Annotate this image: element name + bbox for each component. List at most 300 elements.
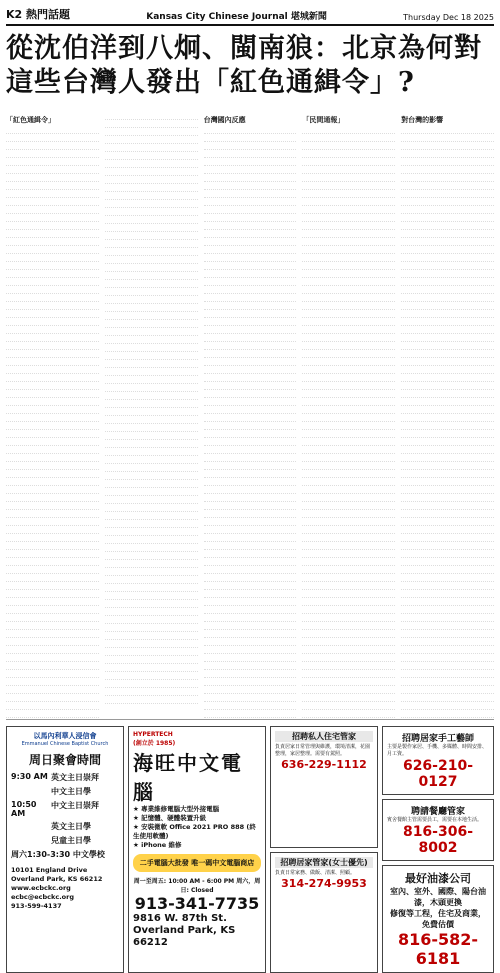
subhead-3: 「民間通報」 [302, 116, 395, 124]
text-lines [105, 112, 198, 704]
restaurant-job-ad: 聘請餐廳管家 賓舍餐館主管需要員工，需要在本地生活。 816-306-8002 [382, 799, 494, 861]
text-line [105, 504, 198, 512]
text-line [105, 680, 198, 688]
text-line [302, 550, 395, 558]
text-line [6, 398, 99, 406]
text-line [105, 200, 198, 208]
service-list: ★ 專業維修電腦大型外接電腦 ★ 記憶體、硬體裝置升級 ★ 安裝微軟 Office 2021 PRO 888 (終生使用軟體) ★ iPhone 維修 [133, 805, 261, 850]
text-line [6, 182, 99, 190]
text-line [204, 566, 297, 574]
text-line [105, 520, 198, 528]
text-line [105, 640, 198, 648]
text-line [204, 582, 297, 590]
text-line [105, 600, 198, 608]
text-line [6, 598, 99, 606]
article-column-3 [204, 112, 297, 719]
text-line [204, 590, 297, 598]
text-line [401, 598, 494, 606]
text-lines [204, 126, 297, 718]
text-line [302, 318, 395, 326]
text-line [6, 126, 99, 134]
text-line [6, 622, 99, 630]
text-line [302, 270, 395, 278]
text-line [302, 342, 395, 350]
text-line [105, 672, 198, 680]
text-line [6, 414, 99, 422]
article-body [6, 112, 494, 720]
text-line [204, 526, 297, 534]
text-line [105, 224, 198, 232]
text-line [105, 272, 198, 280]
text-line [204, 662, 297, 670]
text-line [302, 462, 395, 470]
text-line [105, 264, 198, 272]
helper-ad: 招聘居家手工藝師 主要是製作家居、手機、多媒體、時間安排、月工資。 626-210-0127 [382, 726, 494, 795]
text-line [6, 374, 99, 382]
text-line [302, 622, 395, 630]
text-line [302, 126, 395, 134]
text-line [6, 158, 99, 166]
article-column-1 [6, 112, 99, 719]
text-line [6, 190, 99, 198]
text-line [401, 182, 494, 190]
text-line [401, 710, 494, 718]
nanny-ad: 招聘居家管家(女士優先) 負責日常家務、做飯、清潔、照顧。 314-274-9953 [270, 852, 378, 973]
text-line [6, 446, 99, 454]
text-line [204, 702, 297, 710]
text-line [204, 574, 297, 582]
text-line [204, 342, 297, 350]
text-line [105, 216, 198, 224]
text-line [204, 462, 297, 470]
text-line [105, 152, 198, 160]
text-line [302, 510, 395, 518]
text-line [401, 142, 494, 150]
text-line [204, 318, 297, 326]
text-line [401, 398, 494, 406]
text-line [302, 366, 395, 374]
text-line [204, 430, 297, 438]
text-line [6, 702, 99, 710]
text-line [204, 598, 297, 606]
text-line [105, 464, 198, 472]
text-line [105, 552, 198, 560]
text-line [6, 278, 99, 286]
text-line [401, 350, 494, 358]
text-line [105, 304, 198, 312]
text-line [401, 238, 494, 246]
text-line [401, 606, 494, 614]
text-line [302, 406, 395, 414]
text-line [302, 206, 395, 214]
text-line [6, 470, 99, 478]
text-line [401, 366, 494, 374]
text-line [6, 334, 99, 342]
text-line [204, 238, 297, 246]
text-line [105, 536, 198, 544]
text-line [302, 574, 395, 582]
headline-line-1: 從沈伯洋到八炯、閩南狼：北京為何對 [6, 32, 494, 66]
text-line [6, 502, 99, 510]
text-line [401, 518, 494, 526]
text-line [302, 454, 395, 462]
text-line [302, 534, 395, 542]
text-line [302, 294, 395, 302]
text-line [302, 542, 395, 550]
text-line [401, 374, 494, 382]
text-line [6, 574, 99, 582]
text-line [6, 150, 99, 158]
text-line [401, 254, 494, 262]
text-line [105, 360, 198, 368]
text-line [204, 494, 297, 502]
text-line [302, 430, 395, 438]
text-line [302, 238, 395, 246]
text-line [6, 406, 99, 414]
text-line [105, 344, 198, 352]
text-line [6, 230, 99, 238]
text-line [302, 374, 395, 382]
text-line [6, 222, 99, 230]
text-line [105, 136, 198, 144]
text-line [302, 678, 395, 686]
text-line [401, 334, 494, 342]
text-line [204, 334, 297, 342]
text-line [401, 630, 494, 638]
text-line [204, 302, 297, 310]
text-line [401, 646, 494, 654]
text-line [302, 630, 395, 638]
paper-name: Kansas City Chinese Journal 堪城新聞 [146, 9, 327, 22]
text-line [6, 486, 99, 494]
text-line [6, 462, 99, 470]
housekeeper-ad: 招聘私人住宅管家 負責居家日常管理與維護，環境清潔，花園整理，家居整理。需要有駕照。 636-229-1112 [270, 726, 378, 848]
text-line [401, 582, 494, 590]
text-line [105, 256, 198, 264]
text-line [105, 576, 198, 584]
text-line [401, 262, 494, 270]
text-line [401, 638, 494, 646]
text-line [204, 406, 297, 414]
text-line [204, 374, 297, 382]
text-line [105, 144, 198, 152]
text-line [302, 694, 395, 702]
text-line [105, 584, 198, 592]
text-line [401, 470, 494, 478]
text-line [204, 534, 297, 542]
text-line [105, 512, 198, 520]
subhead-4: 對台灣的影響 [401, 116, 494, 124]
text-line [105, 696, 198, 704]
text-line [204, 166, 297, 174]
text-line [105, 528, 198, 536]
text-line [204, 382, 297, 390]
text-line [204, 542, 297, 550]
text-line [401, 382, 494, 390]
text-line [6, 134, 99, 142]
text-line [204, 182, 297, 190]
text-line [302, 246, 395, 254]
text-line [302, 286, 395, 294]
text-line [204, 558, 297, 566]
text-line [6, 238, 99, 246]
text-line [401, 558, 494, 566]
text-line [204, 214, 297, 222]
text-line [401, 462, 494, 470]
text-line [204, 310, 297, 318]
text-line [302, 438, 395, 446]
text-line [302, 158, 395, 166]
text-line [204, 622, 297, 630]
text-line [105, 632, 198, 640]
classified-stack-left [270, 726, 378, 973]
text-line [302, 222, 395, 230]
text-line [302, 382, 395, 390]
schedule-row: 10:50 AM 中文主日崇拜 [11, 800, 119, 818]
text-line [302, 134, 395, 142]
text-line [204, 190, 297, 198]
text-line [204, 390, 297, 398]
text-line [6, 614, 99, 622]
text-line [302, 142, 395, 150]
text-line [204, 646, 297, 654]
text-line [302, 526, 395, 534]
text-line [105, 352, 198, 360]
text-line [6, 590, 99, 598]
text-line [6, 534, 99, 542]
text-line [302, 646, 395, 654]
text-line [302, 278, 395, 286]
text-line [302, 702, 395, 710]
headline [6, 32, 494, 106]
text-line [302, 654, 395, 662]
text-line [401, 502, 494, 510]
text-line [6, 286, 99, 294]
text-line [105, 328, 198, 336]
text-line [6, 566, 99, 574]
text-line [401, 134, 494, 142]
text-line [302, 566, 395, 574]
church-address: 10101 England Drive Overland Park, KS 66212 www.ecbckc.org ecbc@ecbckc.org 913-599-4137 [11, 866, 119, 911]
text-line [105, 112, 198, 120]
text-line [401, 454, 494, 462]
text-line [6, 438, 99, 446]
text-line [6, 174, 99, 182]
issue-date: Thursday Dec 18 2025 [403, 13, 494, 22]
church-name: 以馬內利華人浸信會 [11, 731, 119, 741]
text-line [105, 336, 198, 344]
text-line [204, 502, 297, 510]
text-line [401, 206, 494, 214]
text-line [401, 302, 494, 310]
text-lines [6, 126, 99, 718]
text-line [105, 208, 198, 216]
text-line [105, 496, 198, 504]
text-line [105, 448, 198, 456]
text-line [401, 478, 494, 486]
text-line [204, 198, 297, 206]
text-line [401, 286, 494, 294]
text-line [401, 198, 494, 206]
text-line [6, 254, 99, 262]
text-line [302, 310, 395, 318]
computer-shop-ad [128, 726, 266, 973]
text-line [302, 414, 395, 422]
text-line [302, 198, 395, 206]
text-line [302, 558, 395, 566]
text-line [204, 222, 297, 230]
text-line [6, 494, 99, 502]
text-line [6, 342, 99, 350]
text-line [401, 654, 494, 662]
text-line [105, 128, 198, 136]
text-line [105, 648, 198, 656]
text-line [204, 694, 297, 702]
article-column-2 [105, 112, 198, 719]
schedule-row: 英文主日學 [11, 821, 119, 832]
text-line [204, 158, 297, 166]
text-line [105, 592, 198, 600]
text-line [302, 302, 395, 310]
text-line [302, 502, 395, 510]
text-line [401, 166, 494, 174]
text-line [401, 422, 494, 430]
text-line [204, 398, 297, 406]
text-line [204, 638, 297, 646]
text-line [6, 166, 99, 174]
text-line [105, 280, 198, 288]
text-line [204, 326, 297, 334]
text-line [401, 678, 494, 686]
text-line [204, 230, 297, 238]
text-line [105, 416, 198, 424]
ads-section [6, 726, 494, 904]
text-line [401, 510, 494, 518]
church-title: 周日聚會時間 [11, 751, 119, 768]
text-line [401, 614, 494, 622]
text-line [6, 654, 99, 662]
text-line [105, 384, 198, 392]
text-line [401, 574, 494, 582]
text-line [105, 560, 198, 568]
text-line [204, 446, 297, 454]
text-line [105, 408, 198, 416]
text-line [204, 174, 297, 182]
text-line [401, 446, 494, 454]
text-line [6, 214, 99, 222]
text-line [6, 686, 99, 694]
text-line [6, 318, 99, 326]
text-line [204, 134, 297, 142]
painting-company-ad: 最好油漆公司 室內、室外、國際、陽台油漆，木頭更換 修復等工程，住宅及商業，免費估價 816-582-6181 [382, 865, 494, 973]
section-title: K2 熱門話題 [6, 6, 70, 22]
subhead-1: 「紅色通緝令」 [6, 116, 99, 124]
text-line [204, 670, 297, 678]
text-line [401, 542, 494, 550]
text-line [105, 424, 198, 432]
text-line [401, 150, 494, 158]
text-line [401, 222, 494, 230]
text-line [204, 126, 297, 134]
text-line [302, 166, 395, 174]
text-line [302, 182, 395, 190]
text-line [6, 390, 99, 398]
text-line [204, 438, 297, 446]
text-line [105, 192, 198, 200]
text-line [302, 214, 395, 222]
text-line [6, 198, 99, 206]
text-line [105, 400, 198, 408]
text-line [302, 470, 395, 478]
text-line [204, 142, 297, 150]
text-line [204, 550, 297, 558]
text-line [401, 486, 494, 494]
text-line [401, 686, 494, 694]
headline-line-2: 這些台灣人發出「紅色通緝令」? [6, 66, 494, 100]
text-line [302, 598, 395, 606]
text-line [6, 678, 99, 686]
text-line [6, 670, 99, 678]
text-line [105, 440, 198, 448]
text-line [302, 662, 395, 670]
text-line [204, 710, 297, 718]
weekday-school: 周六1:30-3:30 中文學校 [11, 849, 119, 860]
text-line [6, 606, 99, 614]
text-line [401, 318, 494, 326]
text-line [302, 518, 395, 526]
text-line [6, 294, 99, 302]
text-line [105, 248, 198, 256]
text-line [204, 686, 297, 694]
text-line [105, 240, 198, 248]
text-line [6, 542, 99, 550]
text-line [204, 510, 297, 518]
text-line [6, 518, 99, 526]
text-line [6, 478, 99, 486]
text-line [302, 582, 395, 590]
founded-note: (創立於 1985) [133, 738, 261, 747]
text-line [105, 184, 198, 192]
text-line [6, 382, 99, 390]
text-line [204, 294, 297, 302]
text-line [401, 438, 494, 446]
church-english-name: Emmanuel Chinese Baptist Church [11, 741, 119, 747]
text-line [6, 646, 99, 654]
text-line [204, 486, 297, 494]
text-line [6, 430, 99, 438]
text-line [6, 310, 99, 318]
text-line [204, 262, 297, 270]
text-line [204, 366, 297, 374]
text-line [401, 174, 494, 182]
text-line [401, 310, 494, 318]
text-line [401, 190, 494, 198]
text-line [204, 470, 297, 478]
text-line [302, 478, 395, 486]
text-line [204, 414, 297, 422]
text-lines [401, 126, 494, 718]
text-line [302, 334, 395, 342]
shop-phone: 913-341-7735 [133, 894, 261, 913]
brand-name: HYPERTECH [133, 731, 261, 738]
article-column-5 [401, 112, 494, 719]
text-line [302, 398, 395, 406]
shop-name: 海旺中文電腦 [133, 747, 261, 805]
text-line [401, 526, 494, 534]
text-line [105, 160, 198, 168]
article-column-4 [302, 112, 395, 719]
text-line [401, 694, 494, 702]
